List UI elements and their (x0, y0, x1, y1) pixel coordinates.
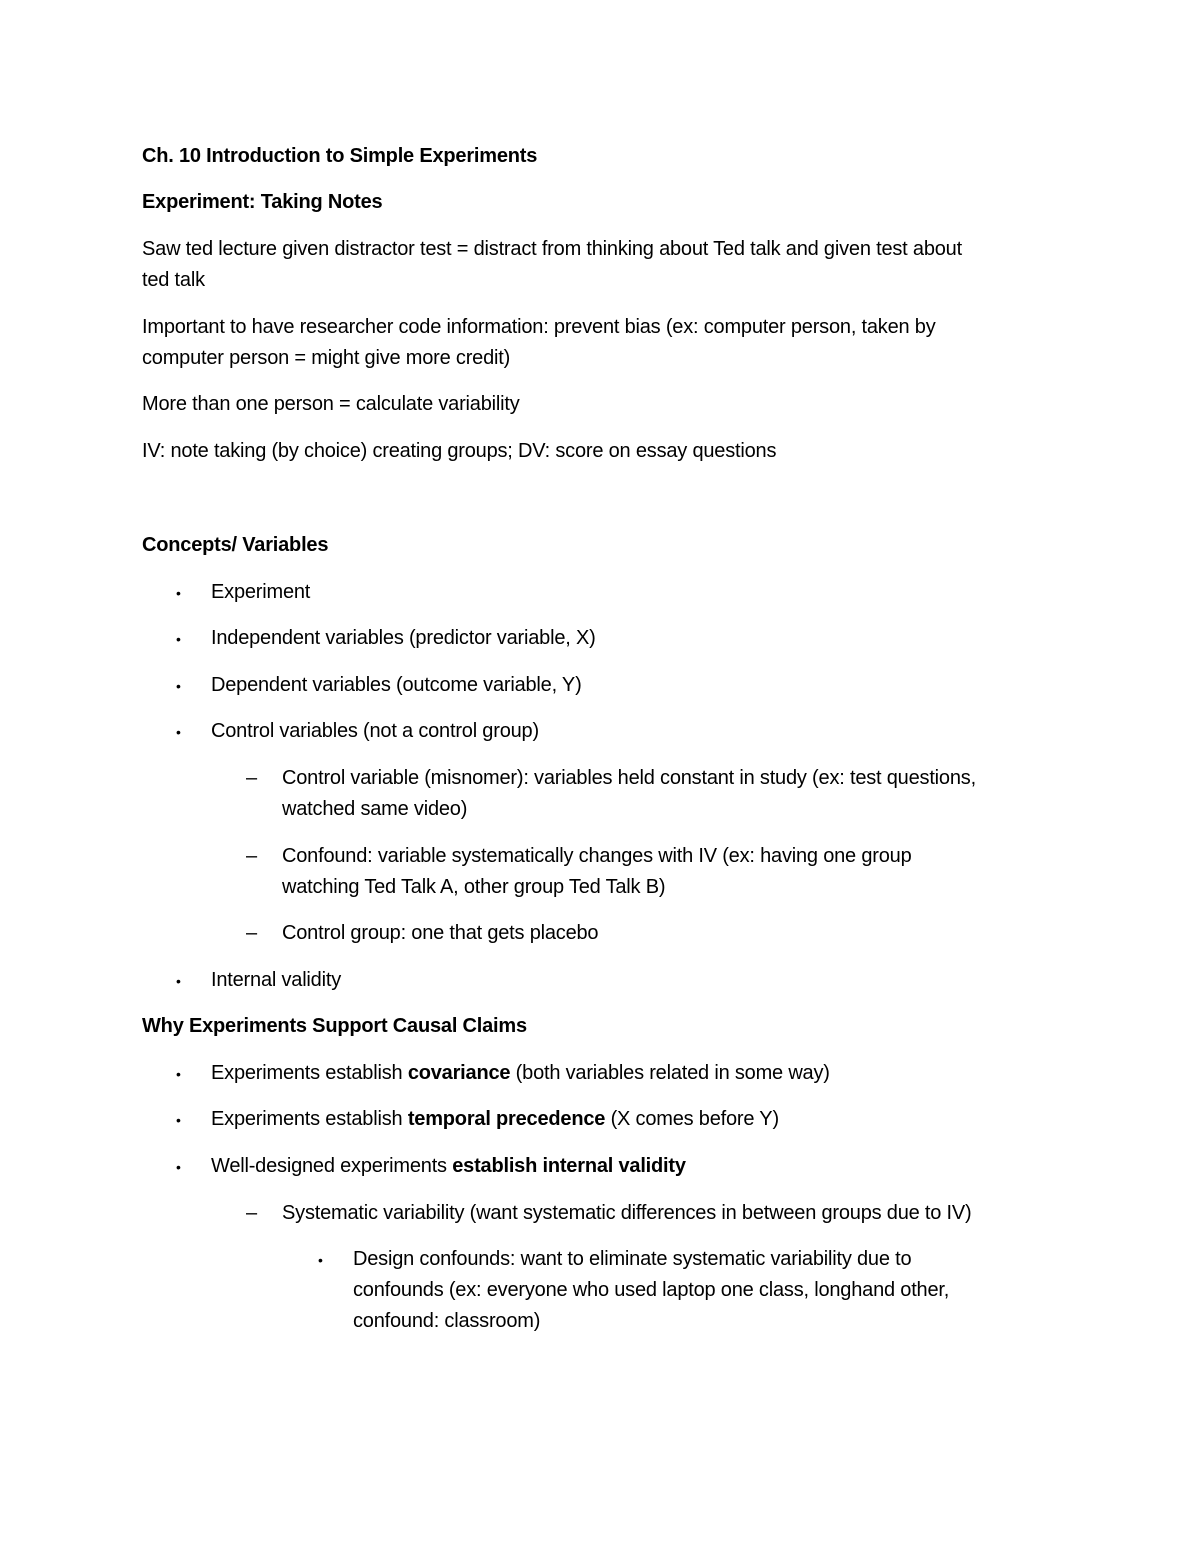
list-item: Dependent variables (outcome variable, Y) (211, 674, 582, 696)
sub-list-item: Control group: one that gets placebo (282, 922, 599, 944)
dash-icon: – (246, 922, 258, 944)
dash-icon: – (246, 767, 258, 789)
sub-list-item: Confound: variable systematically changes with IV (ex: having one group (282, 845, 912, 867)
sub-list-item-cont: watching Ted Talk A, other group Ted Talk B) (282, 876, 666, 898)
bullet-icon: • (176, 724, 181, 740)
text-run: Well-designed experiments (211, 1155, 453, 1177)
list-item: Independent variables (predictor variable, X) (211, 627, 596, 649)
bullet-icon: • (176, 1112, 181, 1128)
paragraph-line: IV: note taking (by choice) creating groups; DV: score on essay questions (142, 440, 777, 462)
sub-list-item: Control variable (misnomer): variables held constant in study (ex: test questions, (282, 767, 976, 789)
paragraph-line: More than one person = calculate variability (142, 393, 520, 415)
text-run: (X comes before Y) (605, 1108, 779, 1130)
text-run: (both variables related in some way) (510, 1062, 830, 1084)
sub-sub-list-item-cont: confound: classroom) (353, 1310, 541, 1332)
sub-sub-list-item-cont: confounds (ex: everyone who used laptop one class, longhand other, (353, 1279, 950, 1301)
section-heading-concepts: Concepts/ Variables (142, 534, 329, 556)
list-item (211, 1151, 1071, 1182)
section-heading-causal-claims: Why Experiments Support Causal Claims (142, 1015, 527, 1037)
section-heading-taking-notes: Experiment: Taking Notes (142, 191, 383, 213)
sub-list-item: Systematic variability (want systematic differences in between groups due to IV) (282, 1202, 972, 1224)
sub-list-item-cont: watched same video) (282, 798, 468, 820)
list-item: Internal validity (211, 969, 341, 991)
paragraph-line: Saw ted lecture given distractor test = distract from thinking about Ted talk and given test about (142, 238, 962, 260)
bullet-icon: • (176, 631, 181, 647)
bullet-icon: • (176, 585, 181, 601)
bullet-icon: • (176, 678, 181, 694)
bullet-icon: • (176, 1159, 181, 1175)
bullet-icon: • (176, 1066, 181, 1082)
bold-term: temporal precedence (407, 1108, 606, 1130)
text-run: Experiments establish (211, 1062, 408, 1084)
bullet-icon: • (318, 1252, 323, 1268)
bold-term: establish internal validity (452, 1155, 686, 1177)
dash-icon: – (246, 1202, 258, 1224)
paragraph-line: ted talk (142, 269, 205, 291)
paragraph-line: computer person = might give more credit) (142, 347, 511, 369)
paragraph-line: Important to have researcher code information: prevent bias (ex: computer person, taken by (142, 316, 936, 338)
page-title: Ch. 10 Introduction to Simple Experiments (142, 145, 538, 167)
sub-sub-list-item: Design confounds: want to eliminate systematic variability due to (353, 1248, 912, 1270)
list-item (211, 1104, 1071, 1135)
list-item: Experiment (211, 581, 311, 603)
dash-icon: – (246, 845, 258, 867)
text-run: Experiments establish (211, 1108, 408, 1130)
list-item: Control variables (not a control group) (211, 720, 539, 742)
bold-term: covariance (407, 1062, 511, 1084)
bullet-icon: • (176, 973, 181, 989)
list-item (211, 1058, 1071, 1089)
